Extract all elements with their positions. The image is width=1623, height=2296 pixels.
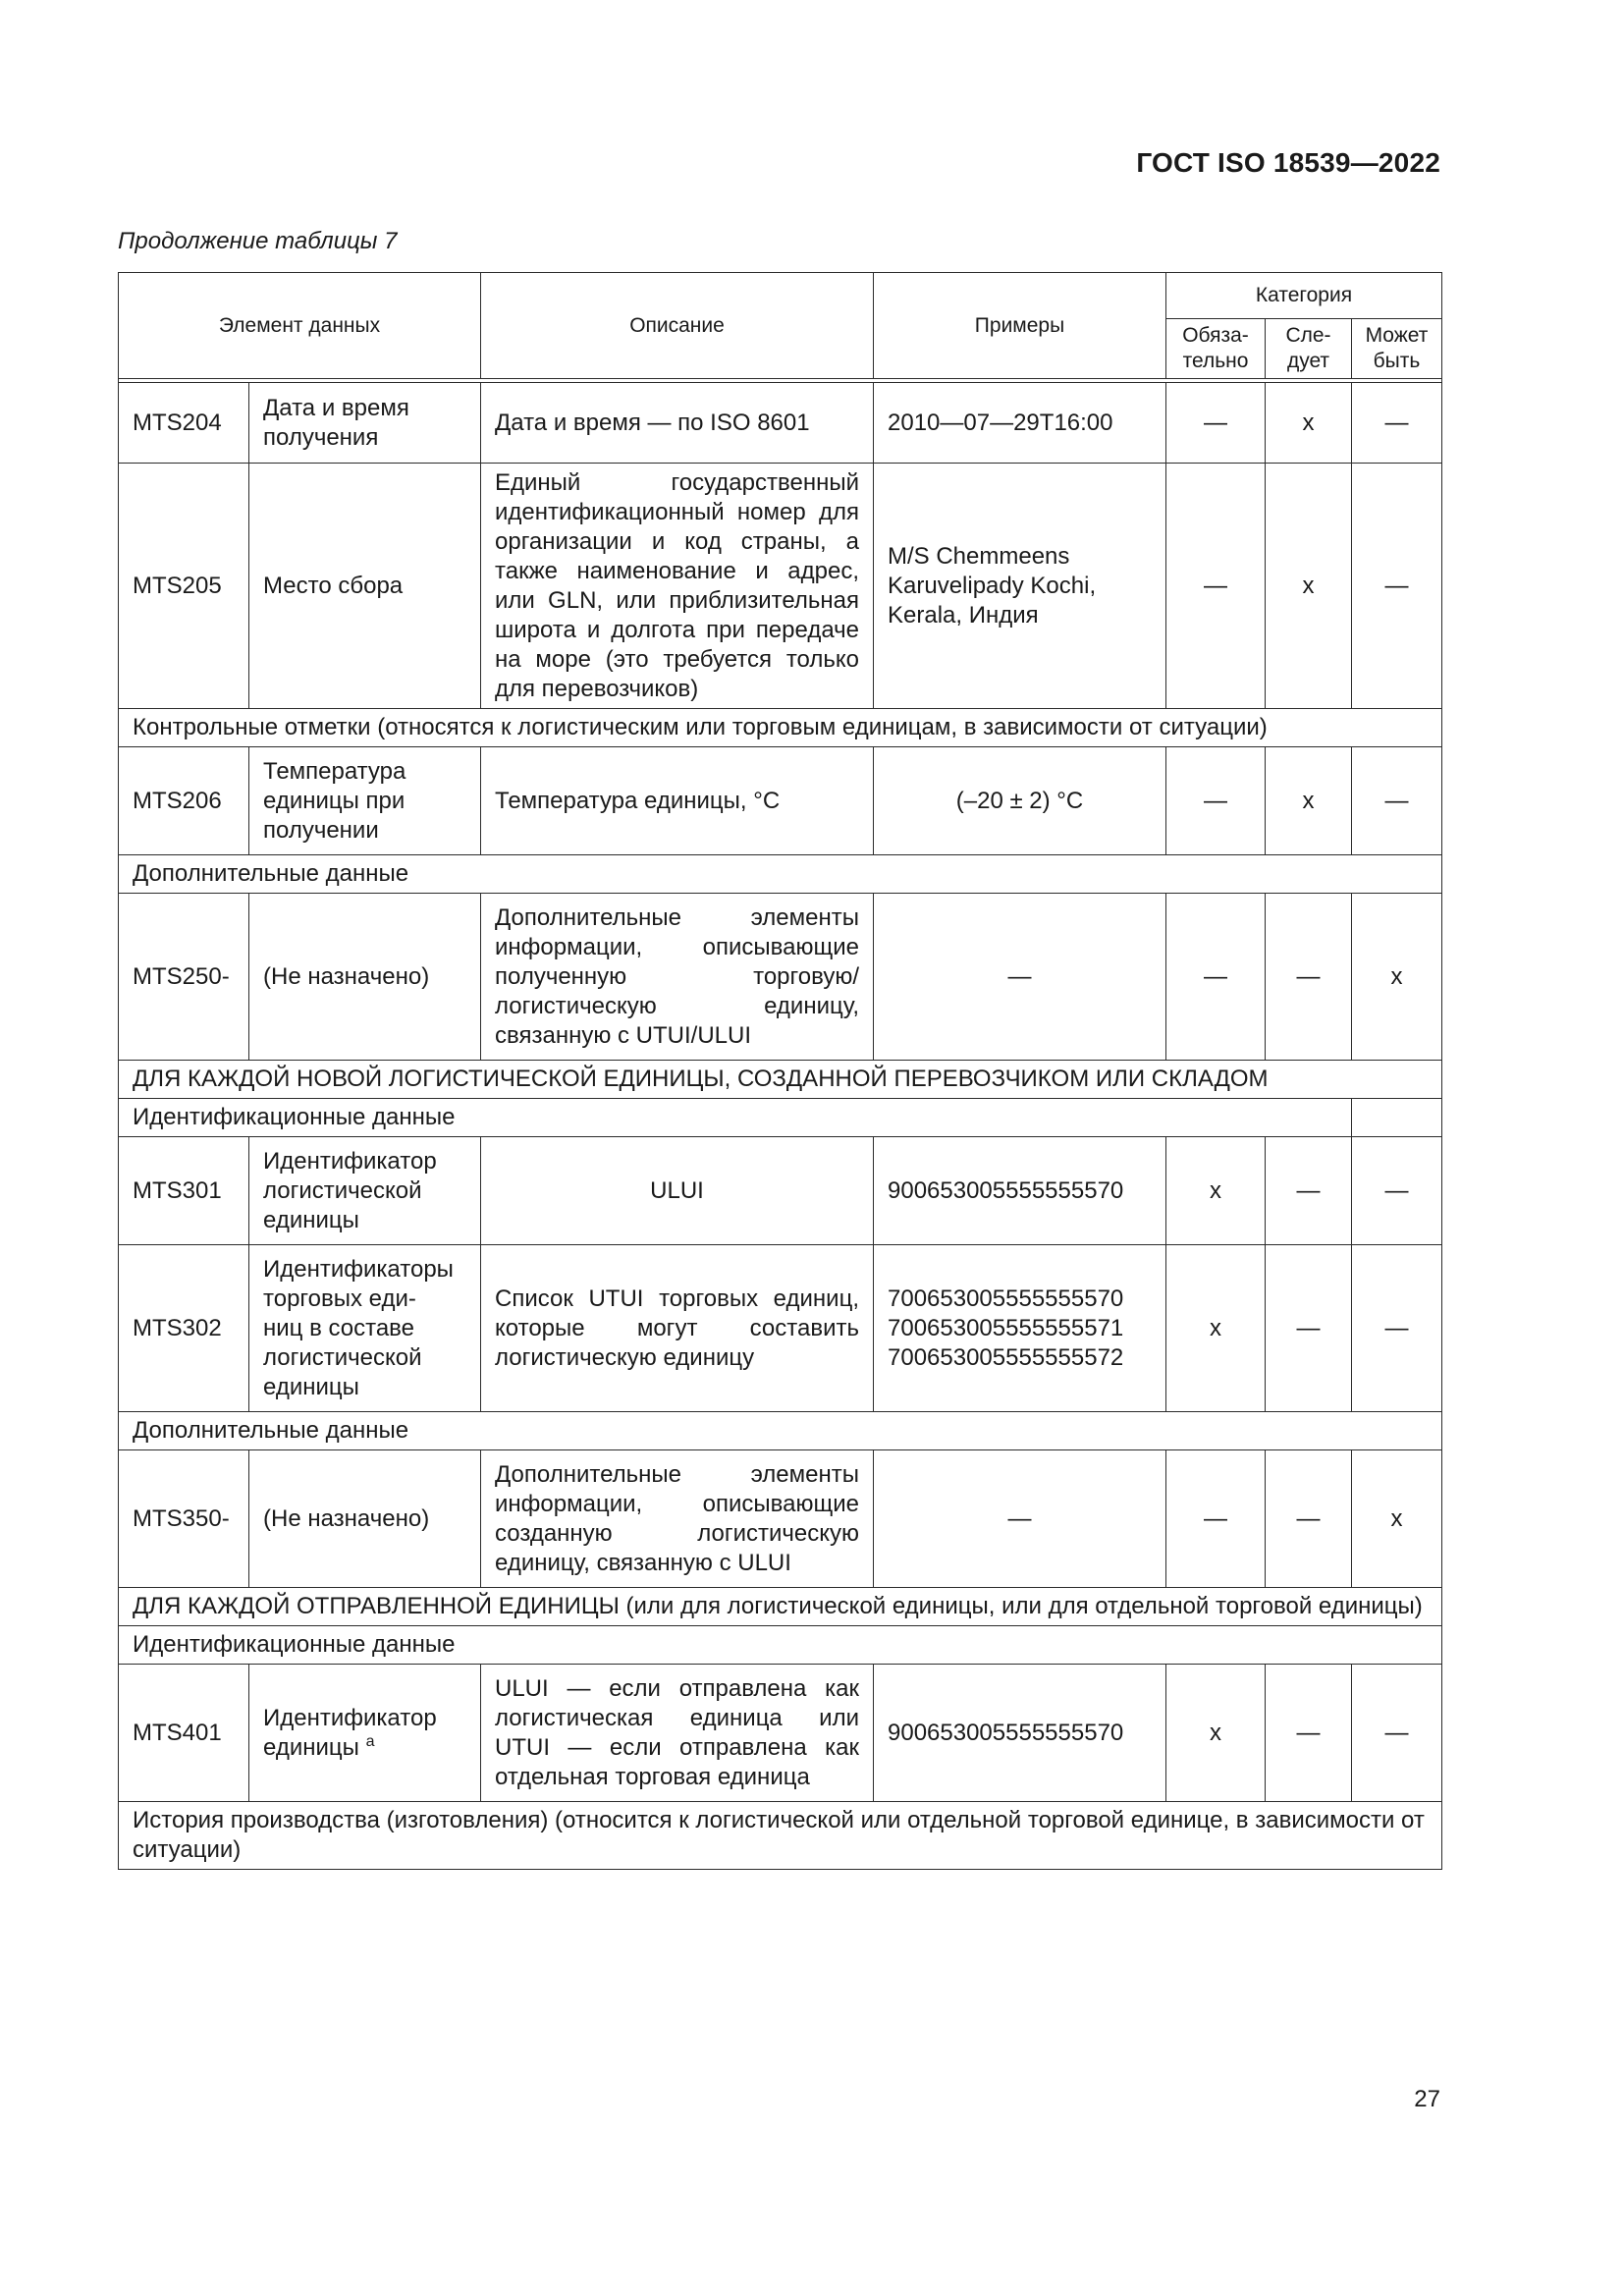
element-name [249, 464, 481, 709]
element-name [249, 1137, 481, 1245]
header-examples: Примеры [874, 273, 1166, 379]
table-caption: Продолжение таблицы 7 [118, 228, 398, 254]
category-mandatory-mark: — [1166, 894, 1266, 1061]
element-name-text: Температура единицы при получении [263, 757, 406, 844]
element-description: Дата и время — по ISO 8601 [481, 383, 874, 464]
table-row [119, 383, 1442, 464]
element-description: Температура единицы, °С [481, 747, 874, 855]
element-code: MTS301 [119, 1137, 249, 1245]
element-code: MTS401 [119, 1665, 249, 1802]
section-row-label: Контрольные отметки (относятся к логистическим или торговым единицам, в зависимости от ситуации) [119, 709, 1442, 747]
element-description: ULUI — если отправлена как логистическая единица или UTUI — если отправлена как отдельная торговая единица [481, 1665, 874, 1802]
header-may: Может быть [1352, 319, 1442, 379]
element-name [249, 1450, 481, 1588]
table-row [119, 1099, 1442, 1137]
category-may-mark: х [1352, 894, 1442, 1061]
table-row [119, 894, 1442, 1061]
header-element: Элемент данных [119, 273, 481, 379]
element-description: ULUI [481, 1137, 874, 1245]
element-code: MTS302 [119, 1245, 249, 1412]
category-may-mark: — [1352, 747, 1442, 855]
table-row [119, 1412, 1442, 1450]
section-row-label: ДЛЯ КАЖДОЙ ОТПРАВЛЕННОЙ ЕДИНИЦЫ (или для логистической единицы, или для отдельной торговой единицы) [119, 1588, 1442, 1626]
category-mandatory-mark: х [1166, 1137, 1266, 1245]
element-description: Дополнительные элементы информации, описывающие созданную логистическую единицу, связанную с ULUI [481, 1450, 874, 1588]
element-example: 900653005555555570 [874, 1137, 1166, 1245]
table-row [119, 855, 1442, 894]
element-example: (–20 ± 2) °С [874, 747, 1166, 855]
element-code: MTS250- [119, 894, 249, 1061]
element-name-text: Дата и время получения [263, 394, 409, 451]
element-name-text: Идентификатор единицы [263, 1704, 437, 1761]
element-code: MTS350- [119, 1450, 249, 1588]
section-row-empty-cell [1352, 1099, 1442, 1137]
element-example: — [874, 894, 1166, 1061]
category-should-mark: — [1266, 1137, 1352, 1245]
category-mandatory-mark: х [1166, 1245, 1266, 1412]
element-code: MTS205 [119, 464, 249, 709]
element-name [249, 747, 481, 855]
table-row [119, 1061, 1442, 1099]
category-mandatory-mark: — [1166, 464, 1266, 709]
category-mandatory-mark: — [1166, 383, 1266, 464]
category-may-mark: — [1352, 1137, 1442, 1245]
section-row-label: ДЛЯ КАЖДОЙ НОВОЙ ЛОГИСТИЧЕСКОЙ ЕДИНИЦЫ, СОЗДАННОЙ ПЕРЕВОЗЧИКОМ ИЛИ СКЛАДОМ [119, 1061, 1442, 1099]
header-description: Описание [481, 273, 874, 379]
category-mandatory-mark: х [1166, 1665, 1266, 1802]
header-should: Сле- дует [1266, 319, 1352, 379]
table-row [119, 1802, 1442, 1870]
element-example: M/S Chemmeens Karuvelipady Kochi, Kerala, Индия [874, 464, 1166, 709]
section-row-label: Дополнительные данные [119, 1412, 1442, 1450]
element-name [249, 383, 481, 464]
element-code: MTS206 [119, 747, 249, 855]
element-name-text: Идентификатор логистической единицы [263, 1147, 437, 1233]
element-name-text: Идентификаторы торговых еди- ниц в составе логистической единицы [263, 1255, 454, 1400]
category-mandatory-mark: — [1166, 747, 1266, 855]
section-row-label: Дополнительные данные [119, 855, 1442, 894]
category-may-mark: — [1352, 1245, 1442, 1412]
data-elements-table [118, 272, 1442, 1870]
table-row [119, 464, 1442, 709]
table-row [119, 747, 1442, 855]
element-name [249, 1665, 481, 1802]
table-row [119, 1665, 1442, 1802]
element-code: MTS204 [119, 383, 249, 464]
element-description: Дополнительные элементы информации, описывающие полученную торговую/ логистическую единицу, связанную с UTUI/ULUI [481, 894, 874, 1061]
element-name [249, 1245, 481, 1412]
category-should-mark: х [1266, 747, 1352, 855]
element-name-text: Место сбора [263, 572, 404, 599]
header-mandatory: Обяза- тельно [1166, 319, 1266, 379]
element-example: 900653005555555570 [874, 1665, 1166, 1802]
category-may-mark: — [1352, 1665, 1442, 1802]
element-description: Единый государственный идентификационный номер для организации и код страны, а также наименование и адрес, или GLN, или приблизительная широта и долгота при передаче на море (это требуется только для перевозчиков) [481, 464, 874, 709]
header-category: Категория [1166, 273, 1442, 319]
element-description: Список UTUI торговых единиц, которые могут составить логистическую единицу [481, 1245, 874, 1412]
element-example: 2010—07—29T16:00 [874, 383, 1166, 464]
category-should-mark: — [1266, 894, 1352, 1061]
section-row-label: Идентификационные данные [119, 1626, 1442, 1665]
element-name [249, 894, 481, 1061]
category-should-mark: — [1266, 1665, 1352, 1802]
document-header: ГОСТ ISO 18539—2022 [1136, 147, 1440, 178]
section-row-label: История производства (изготовления) (относится к логистической или отдельной торговой единице, в зависимости от ситуации) [119, 1802, 1442, 1870]
category-should-mark: — [1266, 1450, 1352, 1588]
category-should-mark: х [1266, 383, 1352, 464]
category-mandatory-mark: — [1166, 1450, 1266, 1588]
table-row [119, 1137, 1442, 1245]
category-may-mark: — [1352, 383, 1442, 464]
category-may-mark: — [1352, 464, 1442, 709]
section-row-label: Идентификационные данные [119, 1099, 1352, 1137]
table-row [119, 1450, 1442, 1588]
category-may-mark: х [1352, 1450, 1442, 1588]
footnote-marker: а [365, 1732, 375, 1750]
category-should-mark: х [1266, 464, 1352, 709]
table-row [119, 709, 1442, 747]
element-name-text: (Не назначено) [263, 1504, 430, 1532]
table-row [119, 1245, 1442, 1412]
table-row [119, 1626, 1442, 1665]
table-body [119, 383, 1442, 1870]
element-name-text: (Не назначено) [263, 962, 430, 990]
element-example: 700653005555555570 700653005555555571 700653005555555572 [874, 1245, 1166, 1412]
page-number: 27 [1414, 2086, 1440, 2112]
category-should-mark: — [1266, 1245, 1352, 1412]
table-row [119, 1588, 1442, 1626]
element-example: — [874, 1450, 1166, 1588]
